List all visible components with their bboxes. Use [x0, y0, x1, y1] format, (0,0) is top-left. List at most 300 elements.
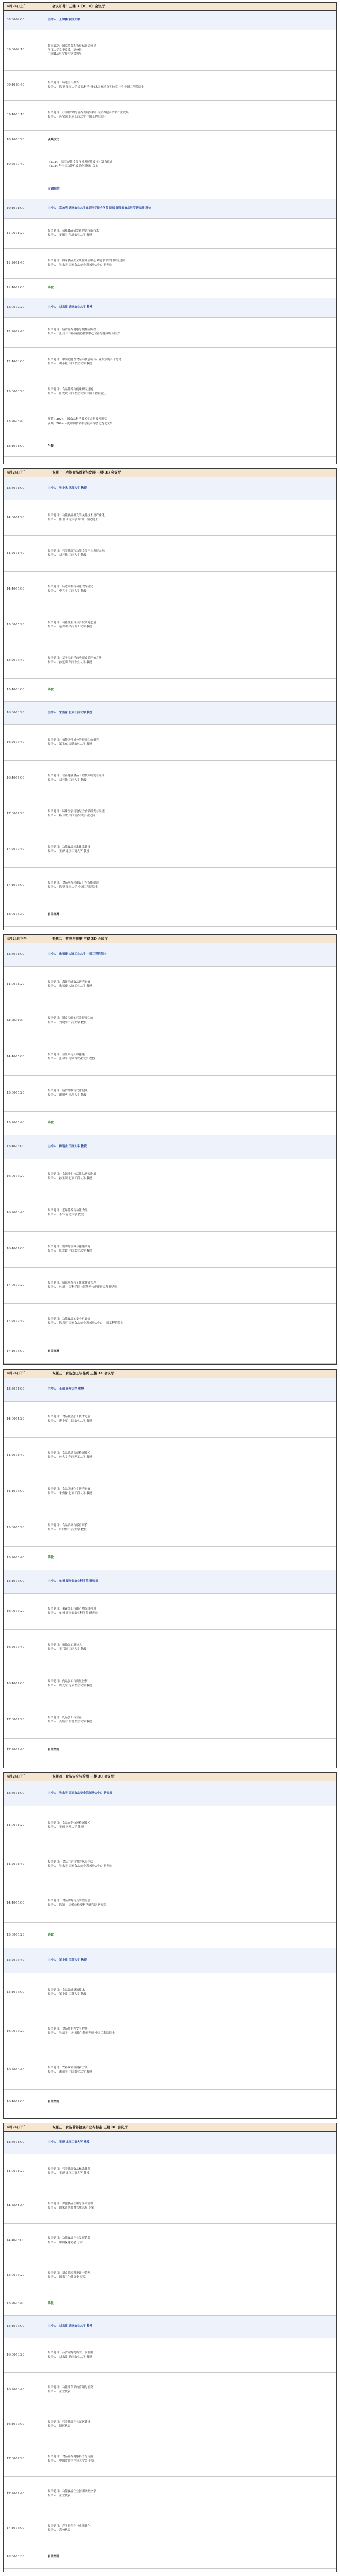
session-date: 4月24日下午	[7, 2126, 27, 2129]
row-line: 报告题目：婴幼儿营养与健康研究	[48, 1245, 90, 1248]
session-date: 4月24日上午	[7, 5, 27, 8]
agenda-row	[4, 607, 336, 643]
row-content	[48, 739, 332, 746]
row-time: 15:20-15:40	[7, 2302, 24, 2305]
agenda-row	[4, 967, 336, 1003]
row-line: 报告人：园区代表	[48, 2424, 71, 2428]
row-line: 报告人：陈卫 江南大学 中国工程院院士	[48, 518, 98, 521]
row-content	[48, 259, 332, 267]
row-content	[48, 711, 332, 716]
row-time: 14:20-14:40	[7, 2204, 24, 2207]
session-block	[3, 468, 337, 930]
row-time: 13:30-14:00	[7, 487, 24, 490]
row-time: 15:00-15:20	[7, 1526, 24, 1529]
row-content	[48, 1748, 332, 1752]
agenda-row	[4, 1666, 336, 1702]
agenda-row	[4, 832, 336, 868]
row-time: 17:40-18:00	[7, 884, 24, 887]
agenda-row	[4, 725, 336, 761]
row-time: 17:00-17:20	[7, 2457, 24, 2461]
row-line: 报告题目：营养健康产业园区建设	[48, 2421, 90, 2424]
agenda-row	[4, 1076, 336, 1112]
row-time: 15:00-15:20	[7, 1091, 24, 1095]
row-line: 自由交流	[48, 1748, 59, 1751]
agenda-row	[4, 1003, 336, 1039]
agenda-row	[4, 2407, 336, 2442]
row-line: 报告人：孙宝国 北京工商大学 中国工程院院士	[48, 115, 107, 119]
row-line: 报告题目：农药残留检测新方法	[48, 2066, 88, 2069]
row-line: 颁奖：2024 中国食品科学技术学会科技创新奖	[48, 418, 107, 421]
row-line: 浙江大学党委常委、副校长	[48, 48, 82, 52]
agenda-row	[4, 943, 336, 967]
row-time: 08:30-09:00	[7, 18, 24, 22]
row-time: 15:40-16:00	[7, 688, 24, 691]
row-time: 14:40-15:00	[7, 2239, 24, 2242]
row-time: 11:20-11:40	[7, 261, 24, 265]
row-content	[48, 2272, 332, 2279]
agenda-row	[4, 2189, 336, 2224]
row-time: 16:40-17:00	[7, 2100, 24, 2104]
row-time: 16:20-16:40	[7, 741, 24, 744]
row-line: 报告题目：营养健康与功能食品产业发展方向	[48, 550, 105, 553]
session-title: 专题三：食品加工与品质 三楼 3A 会议厅	[52, 1371, 115, 1375]
row-line: 报告人：吴永宁 国家食品安全风险评估中心 研究员	[48, 263, 112, 267]
row-line: 报告人：杨月欣 中国营养学会 研究员	[48, 814, 95, 817]
row-content	[48, 1792, 332, 1796]
row-time: 16:00-16:20	[7, 711, 24, 714]
agenda-row	[4, 11, 336, 30]
agenda-row	[4, 1630, 336, 1666]
row-time: 13:30-14:00	[7, 2141, 24, 2144]
row-time: 13:30-14:00	[7, 1792, 24, 1795]
row-content	[48, 846, 332, 854]
row-line: 自由交流	[48, 1350, 59, 1353]
row-line: 茶歇	[48, 1121, 54, 1124]
row-line: 报告人：单杨 湖南省农业科学院 研究员	[48, 1611, 98, 1615]
agenda-row	[4, 298, 336, 318]
session-title: 专题五：食品营养健康产业与标准 三楼 3E 会议厅	[52, 2125, 128, 2129]
row-content	[48, 657, 332, 665]
row-time: 10:20-10:40	[7, 163, 24, 166]
row-content	[48, 1959, 332, 1963]
session-date: 4月24日下午	[7, 471, 27, 475]
row-line: 主持人：刘东波 湖南农业大学 教授	[48, 306, 92, 309]
row-line: 报告题目：食品中危害物的风险评估	[48, 1860, 94, 1864]
agenda-row	[4, 1948, 336, 1973]
row-content	[48, 2302, 332, 2306]
row-content	[48, 111, 332, 119]
row-line: 报告题目：食品溯源与真实性鉴别	[48, 1899, 90, 1902]
row-time: 14:20-14:40	[7, 1454, 24, 1457]
row-time: 14:40-15:00	[7, 1901, 24, 1905]
row-line: 报告题目：益生菌与人体健康	[48, 1053, 85, 1056]
row-time: 15:20-15:40	[7, 1121, 24, 1124]
row-content	[48, 487, 332, 491]
agenda-row	[4, 679, 336, 702]
row-content	[48, 1580, 332, 1584]
row-line: 报告题目：食品质构与感官评价	[48, 1524, 88, 1527]
agenda-row	[4, 180, 336, 199]
row-content	[48, 1209, 332, 1217]
agenda-row	[4, 1884, 336, 1923]
row-time: 13:00-13:20	[7, 390, 24, 393]
agenda-row	[4, 377, 336, 407]
row-line: 报告题目：食品营养精准设计与智能制造	[48, 881, 99, 885]
row-content	[48, 187, 332, 192]
row-time: 14:00-14:20	[7, 1824, 24, 1827]
agenda-row	[4, 2442, 336, 2477]
row-line: 报告人：孙宝国 北京工商大学 教授	[48, 1176, 92, 1180]
row-time: 09:40-10:10	[7, 113, 24, 117]
row-content	[48, 2100, 332, 2105]
row-content	[48, 1933, 332, 1938]
row-time: 16:00-16:20	[7, 2353, 24, 2357]
row-time: 17:00-17:20	[7, 1718, 24, 1721]
row-line: 报告人：廖小军 中国农业大学 教授	[48, 1419, 92, 1423]
row-content	[48, 1452, 332, 1459]
row-line: 报告题目：特邀主旨报告	[48, 81, 79, 85]
row-content	[48, 881, 332, 889]
agenda-row	[4, 2373, 336, 2407]
row-line: 报告人：国家卫生健康委 专家	[48, 2275, 86, 2279]
row-content	[48, 207, 332, 211]
row-line: 中国食品科学技术学会领导	[48, 52, 82, 56]
row-content	[48, 81, 332, 89]
agenda-row	[4, 477, 336, 500]
row-time: 16:20-16:40	[7, 2388, 24, 2391]
row-time: 17:20-17:40	[7, 848, 24, 851]
agenda-row	[4, 2293, 336, 2316]
row-content	[48, 1899, 332, 1907]
row-line: 报告题目：功能食品企业创新案例分享	[48, 2490, 96, 2493]
row-content	[48, 2141, 332, 2145]
row-line: 报告题目：功能性食品的营销与消费	[48, 2386, 94, 2389]
agenda-row	[4, 536, 336, 572]
row-line: 专题报告	[48, 187, 60, 191]
agenda-row	[4, 1973, 336, 2012]
row-content	[48, 1318, 332, 1326]
agenda-row	[4, 150, 336, 180]
row-content	[48, 1089, 332, 1097]
row-time: 15:40-16:00	[7, 1991, 24, 1994]
row-content	[48, 1644, 332, 1652]
agenda-row	[4, 2511, 336, 2546]
row-content	[48, 953, 332, 957]
agenda-row	[4, 1268, 336, 1304]
row-content	[48, 1350, 332, 1354]
row-line: 报告人：高校代表	[48, 2528, 71, 2532]
row-time: 12:40-13:00	[7, 360, 24, 363]
row-content	[48, 2421, 332, 2428]
row-line: 报告题目：食品安全快速检测技术	[48, 1822, 90, 1825]
row-content	[48, 2066, 332, 2074]
row-line: 报告人：林旭 中国科学院上海营养与健康研究所 研究员	[48, 1285, 118, 1289]
row-time: 14:20-14:40	[7, 1863, 24, 1866]
row-line: 报告人：王硕 南开大学 教授	[48, 1825, 84, 1829]
row-content	[48, 229, 332, 237]
row-time: 14:20-14:40	[7, 552, 24, 555]
row-content	[48, 1053, 332, 1061]
row-content	[48, 1281, 332, 1289]
row-line: 报告题目：食源性生物活性肽研究进展	[48, 1173, 96, 1176]
row-line: 报告人：郑宝东 福建农林大学 教授	[48, 742, 92, 746]
row-line: 报告题目：海洋功能食品研究进展	[48, 981, 90, 984]
row-line: 茶歇	[48, 1933, 54, 1937]
row-content	[48, 1556, 332, 1560]
row-line: 报告人：中国保健协会 专家	[48, 2241, 83, 2244]
row-line: 报告题目：药食同源物质的开发利用	[48, 2351, 94, 2354]
row-time: 16:20-16:40	[7, 1211, 24, 1214]
row-line: 茶歇	[48, 286, 54, 289]
agenda-row	[4, 131, 336, 150]
row-line: 主持人：朱蓓薇 大连工业大学 中国工程院院士	[48, 953, 107, 956]
row-line: 报告题目：膳食营养健康与慢性病防控	[48, 328, 96, 331]
agenda-row	[4, 1594, 336, 1630]
row-time: 17:40-18:00	[7, 2527, 24, 2530]
row-time: 13:40-14:00	[7, 445, 24, 448]
row-content	[48, 1524, 332, 1532]
row-time: 09:10-09:40	[7, 83, 24, 87]
row-line: 报告人：张兵 中国疾病预防控制中心营养与健康所 研究员	[48, 332, 121, 335]
row-time: 17:40-18:00	[7, 1350, 24, 1353]
row-line: 颁奖仪式	[48, 138, 59, 141]
row-content	[48, 688, 332, 692]
session-title: 专题四：食品安全与检测 三楼 3C 会议厅	[52, 1774, 115, 1779]
row-line: 报告题目：食品非热加工技术进展	[48, 1415, 90, 1418]
row-line: 报告题目：功能性蛋白与多肽研究进展	[48, 621, 96, 624]
row-time: 14:00-14:20	[7, 1417, 24, 1421]
row-content	[48, 1017, 332, 1025]
row-content	[48, 774, 332, 782]
row-time: 16:00-16:20	[7, 1175, 24, 1178]
agenda-row	[4, 702, 336, 725]
row-content	[48, 286, 332, 290]
row-content	[48, 138, 332, 142]
row-line: 报告人：陈卫 江南大学 食品科学与技术国家重点实验室主任 中国工程院院士	[48, 85, 145, 89]
row-time: 16:20-16:40	[7, 1646, 24, 1649]
session-block	[3, 1369, 337, 1768]
session-date: 4月24日下午	[7, 937, 27, 941]
row-line: 报告题目：《中国食物与营养发展纲要》与营养健康食品产业发展	[48, 111, 129, 114]
row-content	[48, 1607, 332, 1615]
row-line: 领导致辞：国家粮食和物资储备局领导	[48, 45, 96, 48]
row-line: 报告题目：功能食品研发的关键技术及产业化	[48, 514, 105, 517]
row-line: 报告人：邹小波 江苏大学 教授	[48, 1992, 87, 1996]
agenda-row	[4, 796, 336, 832]
row-time: 16:20-16:40	[7, 2068, 24, 2072]
row-content	[48, 2168, 332, 2175]
row-time: 15:00-15:20	[7, 2274, 24, 2277]
row-line: 报告人：吴清平 广东省微生物研究所 中国工程院院士	[48, 2031, 115, 2035]
session-block	[3, 2, 337, 464]
agenda-row	[4, 71, 336, 101]
row-content	[48, 328, 332, 336]
row-line: 报告题目：国家食品安全风险评估中心 功能食品评价研究进展	[48, 259, 126, 262]
row-line: 报告题目：食品智能感知技术	[48, 1989, 85, 1992]
row-time: 17:20-17:40	[7, 2492, 24, 2495]
row-line: 报告人：刘元法 江南大学 教授	[48, 778, 87, 782]
row-time: 15:20-15:40	[7, 1959, 24, 1962]
agenda-row	[4, 2090, 336, 2115]
row-time: 17:20-17:40	[7, 1748, 24, 1751]
row-line: 报告人：朱蓓薇 大连工业大学 教授	[48, 984, 92, 988]
row-time: 14:40-15:00	[7, 1490, 24, 1493]
row-line: 报告人：李铎 青岛大学 教授	[48, 1213, 84, 1216]
row-content	[48, 45, 332, 57]
session-header	[4, 935, 336, 943]
row-line: 报告题目：营养健康食品工程技术研究与应用	[48, 774, 105, 777]
session-block	[3, 2123, 337, 2572]
row-line: 报告题目：产学研合作与成果转化	[48, 2525, 90, 2528]
row-content	[48, 2202, 332, 2210]
row-content	[48, 306, 332, 310]
session-title: 专题一：功能食品创新与发展 三楼 3B 会议厅	[52, 470, 121, 475]
row-time: 15:20-15:40	[7, 1556, 24, 1559]
agenda-row	[4, 1845, 336, 1884]
session-date: 4月24日下午	[7, 1372, 27, 1375]
session-title: 专题二：营养与健康 三楼 3D 会议厅	[52, 937, 108, 941]
row-line: 报告题目：植物活性成分的健康功效研究	[48, 739, 99, 742]
row-line: 主持人：单杨 湖南省农业科学院 研究员	[48, 1580, 98, 1583]
agenda-row	[4, 1570, 336, 1594]
row-time: 16:00-16:20	[7, 1610, 24, 1613]
row-time: 14:20-14:40	[7, 1019, 24, 1022]
row-line: 茶歇	[48, 2302, 54, 2305]
agenda-row	[4, 2477, 336, 2511]
row-content	[48, 1716, 332, 1724]
row-time: 15:20-15:40	[7, 659, 24, 662]
row-line: 报告题目：精准营养与个性化健康管理	[48, 1281, 96, 1285]
row-line: 茶歇	[48, 688, 54, 691]
agenda-row	[4, 437, 336, 457]
row-content	[48, 445, 332, 449]
row-content	[48, 585, 332, 593]
row-line: 报告题目：食品风味化学研究进展	[48, 1488, 90, 1491]
row-line: 《2024 中国功能性食品行业发展蓝皮书》发布仪式	[48, 161, 113, 164]
row-time: 18:00-18:30	[7, 913, 24, 916]
row-line: 报告题目：基于多组学的功能食品评价方法	[48, 657, 102, 660]
row-time: 12:00-12:20	[7, 306, 24, 309]
agenda-row	[4, 1510, 336, 1547]
session-date: 4月24日下午	[7, 1775, 27, 1779]
agenda-row	[4, 1135, 336, 1159]
agenda-row	[4, 1112, 336, 1135]
row-content	[48, 2027, 332, 2035]
row-line: 自由交流	[48, 2555, 59, 2558]
agenda-row	[4, 1781, 336, 1806]
row-line: 报告人：企业代表	[48, 2390, 71, 2393]
row-time: 13:20-13:40	[7, 420, 24, 423]
row-line: 自由交流	[48, 2100, 59, 2104]
agenda-row	[4, 219, 336, 249]
row-line: 报告题目：功能食品研发新理念与新技术	[48, 229, 99, 233]
session-header	[4, 2123, 336, 2132]
row-line: 报告人：胡小松 中国农业大学 教授	[48, 362, 92, 365]
row-line: 主持人：王静 北京工商大学 教授	[48, 2141, 90, 2144]
agenda-row	[4, 318, 336, 348]
row-line: 报告题目：特殊医学用途配方食品研发与展望	[48, 810, 105, 813]
agenda-row	[4, 1340, 336, 1364]
agenda-row	[4, 1195, 336, 1232]
row-line: 报告人：姜毓君 东北农业大学 教授	[48, 1720, 92, 1723]
row-time: 14:40-15:00	[7, 1055, 24, 1058]
row-time: 16:40-17:00	[7, 1682, 24, 1685]
row-line: 报告题目：食品微生物安全控制	[48, 2027, 88, 2031]
row-line: 报告题目：肉品加工与质量控制	[48, 1680, 88, 1683]
session-block	[3, 1772, 337, 2119]
agenda-row	[4, 249, 336, 279]
row-time: 15:40-16:00	[7, 2325, 24, 2328]
row-line: 报告人：企业代表	[48, 2494, 71, 2497]
row-line: 报告人：刘元法 江南大学 教授	[48, 553, 87, 557]
row-time: 11:00-11:20	[7, 232, 24, 235]
row-time: 16:40-17:00	[7, 1247, 24, 1250]
agenda-row	[4, 1378, 336, 1402]
row-line: 报告人：谢明勇 南昌大学 教授	[48, 1093, 87, 1097]
row-line: 报告人：陈君石 国家食品安全风险评估中心 中国工程院院士	[48, 1321, 123, 1325]
row-content	[48, 514, 332, 522]
row-line: 报告人：任发政 中国农业大学 教授	[48, 1249, 92, 1253]
row-line: 报告人：潘灿平 中国农业大学 教授	[48, 2070, 92, 2074]
row-time: 13:30-14:00	[7, 953, 24, 956]
row-line: 主持人：吴永宁 国家食品安全风险评估中心 研究员	[48, 1792, 112, 1795]
session-header	[4, 469, 336, 477]
agenda-row	[4, 2224, 336, 2258]
row-line: 报告人：王兴国 江南大学 教授	[48, 1647, 87, 1651]
agenda-row	[4, 2258, 336, 2293]
row-line: 报告人：陈颖 中国检验检疫科学研究院 研究员	[48, 1903, 107, 1907]
row-line: 主持人：杨瑞金 江南大学 教授	[48, 1145, 87, 1148]
row-line: 报告题目：食品品质智能检测技术	[48, 1452, 90, 1455]
session-block	[3, 934, 337, 1365]
session-header	[4, 1773, 336, 1781]
row-time: 15:40-16:00	[7, 1580, 24, 1583]
row-line: 报告人：王静 北京工商大学 教授	[48, 2171, 89, 2175]
row-time: 15:40-16:00	[7, 1145, 24, 1148]
row-line: 报告题目：果蔬加工与副产物综合利用	[48, 1607, 96, 1611]
row-line: 报告人：张和平 内蒙古农业大学 教授	[48, 1057, 95, 1060]
row-content	[48, 1145, 332, 1149]
row-line: 报告人：吴永宁 国家食品安全风险评估中心 研究员	[48, 1864, 112, 1868]
agenda-row	[4, 2154, 336, 2189]
row-content	[48, 2525, 332, 2532]
row-line: 报告人：宋焕禄 北京工商大学 教授	[48, 1491, 92, 1495]
agenda-row	[4, 868, 336, 903]
agenda-row	[4, 761, 336, 796]
row-content	[48, 1989, 332, 1996]
row-content	[48, 1680, 332, 1688]
row-content	[48, 2455, 332, 2463]
row-line: 主持人：刘东波 湖南农业大学 教授	[48, 2325, 92, 2328]
row-content	[48, 1121, 332, 1126]
agenda-row	[4, 500, 336, 536]
row-line: 报告题目：食品营养与健康研究进展	[48, 388, 94, 391]
agenda-row	[4, 2546, 336, 2569]
row-time: 12:20-12:40	[7, 330, 24, 333]
row-line: 报告人：中国食品科学技术学会 专家	[48, 2459, 94, 2463]
row-line: 茶歇	[48, 1556, 54, 1559]
row-time: 11:40-12:00	[7, 286, 24, 289]
row-line: 报告人：许时婴 江南大学 教授	[48, 1528, 87, 1531]
row-line: 报告人：周光宏 南京农业大学 教授	[48, 1684, 92, 1687]
row-content	[48, 550, 332, 558]
row-time: 10:40-11:00	[7, 207, 24, 210]
row-content	[48, 1488, 332, 1496]
agenda-row	[4, 1806, 336, 1845]
agenda-row	[4, 279, 336, 298]
row-content	[48, 810, 332, 818]
row-line: 报告题目：肠道菌群与功能食品研究	[48, 585, 94, 588]
